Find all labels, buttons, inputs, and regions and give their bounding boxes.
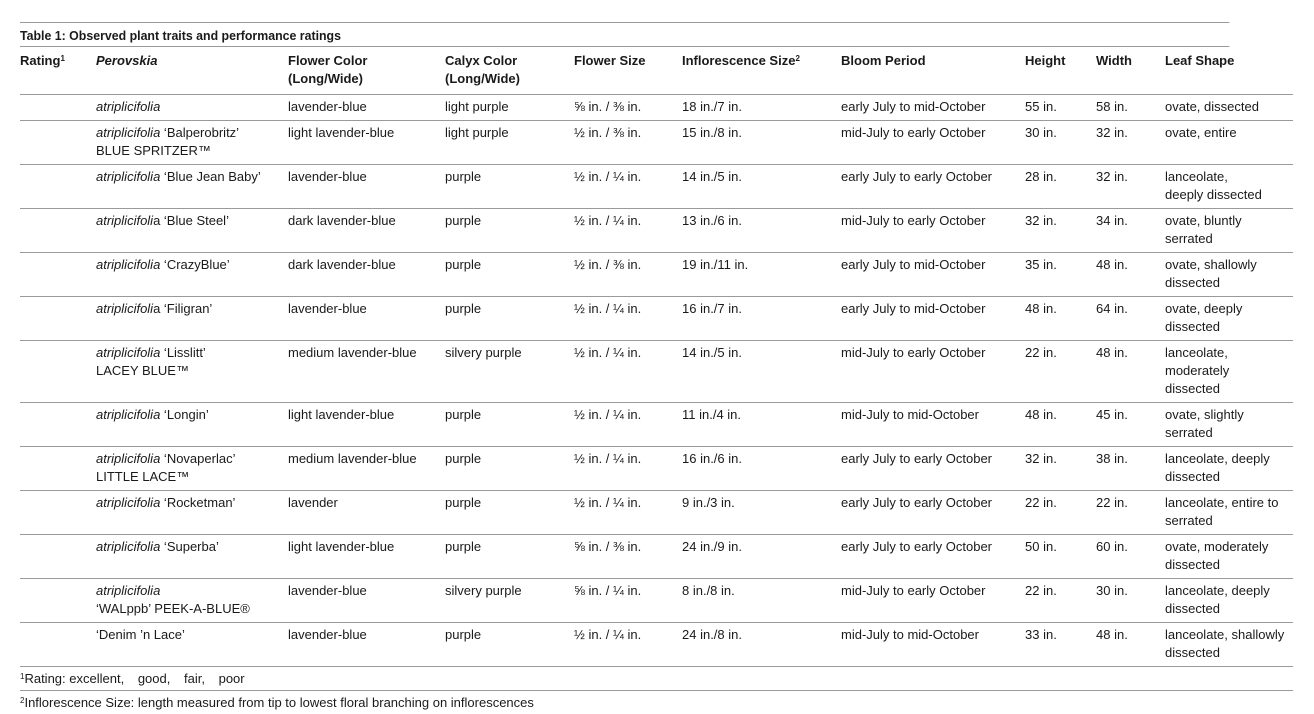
inflorescence-cell: 8 in./8 in. (682, 583, 735, 598)
col-header-leaf-shape: Leaf Shape (1165, 53, 1235, 68)
calyx-color-cell: silvery purple (445, 345, 522, 360)
table-row (20, 403, 1293, 447)
height-cell: 22 in. (1025, 583, 1057, 598)
calyx-color-cell: light purple (445, 99, 509, 114)
col-header-rating: Rating$^1$ (20, 53, 65, 68)
width-cell: 32 in. (1096, 125, 1128, 140)
leaf-shape-cell: lanceolate, shallowly dissected (1165, 627, 1285, 660)
flower-size-cell: ½ in. / ¼ in. (574, 169, 642, 184)
height-cell: 55 in. (1025, 99, 1057, 114)
cultivar-cell: atriplicifolia ‘Novaperlac’ LITTLE LACE™ (96, 451, 236, 484)
flower-size-cell: ½ in. / ¼ in. (574, 301, 642, 316)
rating-cell (20, 535, 96, 579)
inflorescence-cell: 19 in./11 in. (682, 257, 749, 272)
bloom-period-cell: early July to mid-October (841, 257, 986, 272)
cultivar-cell: atriplicifolia ‘Blue Jean Baby’ (96, 169, 261, 184)
flower-color-cell: light lavender-blue (288, 407, 395, 422)
table-row (20, 209, 1293, 253)
width-cell: 64 in. (1096, 301, 1128, 316)
flower-size-cell: ½ in. / ¼ in. (574, 213, 642, 228)
flower-color-cell: dark lavender-blue (288, 257, 396, 272)
bloom-period-cell: early July to early October (841, 169, 993, 184)
leaf-shape-cell: lanceolate, moderately dissected (1165, 345, 1230, 396)
flower-size-cell: ½ in. / ⅜ in. (574, 257, 642, 272)
col-header-flower-color: Flower Color (Long/Wide) (288, 53, 368, 86)
cultivar-cell: atriplicifolia ‘WALppb’ PEEK-A-BLUE® (96, 583, 250, 616)
flower-color-cell: lavender-blue (288, 583, 367, 598)
leaf-shape-cell: ovate, dissected (1165, 99, 1259, 114)
calyx-color-cell: purple (445, 451, 482, 466)
leaf-shape-cell: lanceolate, deeply dissected (1165, 451, 1270, 484)
bloom-period-cell: early July to mid-October (841, 99, 986, 114)
calyx-color-cell: purple (445, 495, 482, 510)
rating-cell (20, 95, 96, 121)
rating-cell (20, 297, 96, 341)
col-header-inflorescence-size: Inflorescence Size$^2$ (682, 53, 800, 68)
table-row (20, 95, 1293, 121)
leaf-shape-cell: lanceolate, deeply dissected (1165, 169, 1262, 202)
width-cell: 60 in. (1096, 539, 1128, 554)
inflorescence-cell: 15 in./8 in. (682, 125, 742, 140)
bloom-period-cell: mid-July to early October (841, 583, 986, 598)
bloom-period-cell: mid-July to early October (841, 345, 986, 360)
col-header-width: Width (1096, 53, 1132, 68)
bloom-period-cell: early July to early October (841, 495, 993, 510)
rating-cell (20, 491, 96, 535)
flower-size-cell: ½ in. / ¼ in. (574, 495, 642, 510)
cultivar-cell: atriplicifolia ‘Longin’ (96, 407, 209, 422)
width-cell: 48 in. (1096, 257, 1128, 272)
width-cell: 48 in. (1096, 627, 1128, 642)
bloom-period-cell: early July to mid-October (841, 301, 986, 316)
calyx-color-cell: light purple (445, 125, 509, 140)
width-cell: 22 in. (1096, 495, 1128, 510)
flower-size-cell: ⅝ in. / ¼ in. (574, 583, 642, 598)
table-row (20, 623, 1293, 667)
flower-color-cell: light lavender-blue (288, 125, 395, 140)
inflorescence-cell: 16 in./6 in. (682, 451, 742, 466)
flower-color-cell: dark lavender-blue (288, 213, 396, 228)
leaf-shape-cell: ovate, deeply dissected (1165, 301, 1243, 334)
rating-cell (20, 209, 96, 253)
calyx-color-cell: purple (445, 301, 482, 316)
flower-size-cell: ½ in. / ¼ in. (574, 451, 642, 466)
width-cell: 30 in. (1096, 583, 1128, 598)
width-cell: 32 in. (1096, 169, 1128, 184)
height-cell: 48 in. (1025, 407, 1057, 422)
width-cell: 48 in. (1096, 345, 1128, 360)
width-cell: 45 in. (1096, 407, 1128, 422)
width-cell: 38 in. (1096, 451, 1128, 466)
rating-cell (20, 341, 96, 403)
rating-cell (20, 579, 96, 623)
footnote-rating: $^1$Rating: excellent, good, fair, poor (20, 667, 1293, 691)
calyx-color-cell: silvery purple (445, 583, 522, 598)
flower-color-cell: lavender-blue (288, 301, 367, 316)
flower-color-cell: light lavender-blue (288, 539, 395, 554)
inflorescence-cell: 9 in./3 in. (682, 495, 735, 510)
height-cell: 22 in. (1025, 495, 1057, 510)
height-cell: 28 in. (1025, 169, 1057, 184)
flower-size-cell: ½ in. / ¼ in. (574, 345, 642, 360)
leaf-shape-cell: ovate, bluntly serrated (1165, 213, 1242, 246)
width-cell: 34 in. (1096, 213, 1128, 228)
table-row (20, 341, 1293, 403)
table-row (20, 165, 1293, 209)
plant-traits-table (20, 47, 1293, 667)
bloom-period-cell: mid-July to early October (841, 213, 986, 228)
height-cell: 32 in. (1025, 451, 1057, 466)
bloom-period-cell: mid-July to mid-October (841, 627, 979, 642)
inflorescence-cell: 18 in./7 in. (682, 99, 742, 114)
col-header-bloom-period: Bloom Period (841, 53, 926, 68)
table-row (20, 535, 1293, 579)
flower-size-cell: ½ in. / ¼ in. (574, 627, 642, 642)
rating-cell (20, 121, 96, 165)
calyx-color-cell: purple (445, 213, 482, 228)
bloom-period-cell: early July to early October (841, 451, 993, 466)
rating-cell (20, 447, 96, 491)
flower-color-cell: lavender (288, 495, 338, 510)
flower-size-cell: ½ in. / ⅜ in. (574, 125, 642, 140)
cultivar-cell: atriplicifolia ‘CrazyBlue’ (96, 257, 230, 272)
footnote-inflorescence: $^2$Inflorescence Size: length measured from tip to lowest floral branching on inflorescences (20, 695, 534, 710)
height-cell: 48 in. (1025, 301, 1057, 316)
width-cell: 58 in. (1096, 99, 1128, 114)
rating-cell (20, 403, 96, 447)
leaf-shape-cell: lanceolate, deeply dissected (1165, 583, 1270, 616)
table-row (20, 297, 1293, 341)
inflorescence-cell: 14 in./5 in. (682, 345, 742, 360)
flower-color-cell: lavender-blue (288, 169, 367, 184)
inflorescence-cell: 24 in./9 in. (682, 539, 742, 554)
col-header-perovskia: Perovskia (96, 53, 158, 68)
flower-color-cell: medium lavender-blue (288, 451, 417, 466)
flower-color-cell: lavender-blue (288, 627, 367, 642)
table-row (20, 491, 1293, 535)
cultivar-cell: atriplicifolia ‘Balperobritz’ BLUE SPRITZER™ (96, 125, 240, 158)
inflorescence-cell: 11 in./4 in. (682, 407, 742, 422)
rating-cell (20, 165, 96, 209)
flower-color-cell: medium lavender-blue (288, 345, 417, 360)
table-row (20, 253, 1293, 297)
leaf-shape-cell: ovate, moderately dissected (1165, 539, 1269, 572)
height-cell: 30 in. (1025, 125, 1057, 140)
col-header-flower-size: Flower Size (574, 53, 646, 68)
bloom-period-cell: early July to early October (841, 539, 993, 554)
leaf-shape-cell: ovate, slightly serrated (1165, 407, 1244, 440)
rating-cell (20, 623, 96, 667)
calyx-color-cell: purple (445, 407, 482, 422)
height-cell: 33 in. (1025, 627, 1057, 642)
height-cell: 50 in. (1025, 539, 1057, 554)
cultivar-cell: ‘Denim ’n Lace’ (96, 627, 185, 642)
leaf-shape-cell: lanceolate, entire to serrated (1165, 495, 1279, 528)
rating-cell (20, 253, 96, 297)
flower-size-cell: ½ in. / ¼ in. (574, 407, 642, 422)
flower-color-cell: lavender-blue (288, 99, 367, 114)
calyx-color-cell: purple (445, 627, 482, 642)
table-caption: Table 1: Observed plant traits and performance ratings (20, 22, 1229, 47)
table-row (20, 447, 1293, 491)
table-row (20, 121, 1293, 165)
flower-size-cell: ⅝ in. / ⅜ in. (574, 539, 642, 554)
col-header-calyx-color: Calyx Color (Long/Wide) (445, 53, 520, 86)
calyx-color-cell: purple (445, 257, 482, 272)
flower-size-cell: ⅝ in. / ⅜ in. (574, 99, 642, 114)
bloom-period-cell: mid-July to mid-October (841, 407, 979, 422)
leaf-shape-cell: ovate, entire (1165, 125, 1237, 140)
inflorescence-cell: 13 in./6 in. (682, 213, 742, 228)
col-header-height: Height (1025, 53, 1066, 68)
height-cell: 22 in. (1025, 345, 1057, 360)
cultivar-cell: atriplicifolia (96, 99, 161, 114)
leaf-shape-cell: ovate, shallowly dissected (1165, 257, 1257, 290)
cultivar-cell: atriplicifolia ‘Rocketman’ (96, 495, 236, 510)
cultivar-cell: atriplicifolia ‘Blue Steel’ (96, 213, 229, 228)
cultivar-cell: atriplicifolia ‘Superba’ (96, 539, 219, 554)
header-row (20, 47, 1293, 95)
plant-traits-table-container (20, 22, 1293, 714)
inflorescence-cell: 16 in./7 in. (682, 301, 742, 316)
inflorescence-cell: 24 in./8 in. (682, 627, 742, 642)
calyx-color-cell: purple (445, 539, 482, 554)
calyx-color-cell: purple (445, 169, 482, 184)
table-row (20, 579, 1293, 623)
cultivar-cell: atriplicifolia ‘Lisslitt’ LACEY BLUE™ (96, 345, 206, 378)
inflorescence-cell: 14 in./5 in. (682, 169, 742, 184)
bloom-period-cell: mid-July to early October (841, 125, 986, 140)
height-cell: 35 in. (1025, 257, 1057, 272)
height-cell: 32 in. (1025, 213, 1057, 228)
cultivar-cell: atriplicifolia ‘Filigran’ (96, 301, 213, 316)
